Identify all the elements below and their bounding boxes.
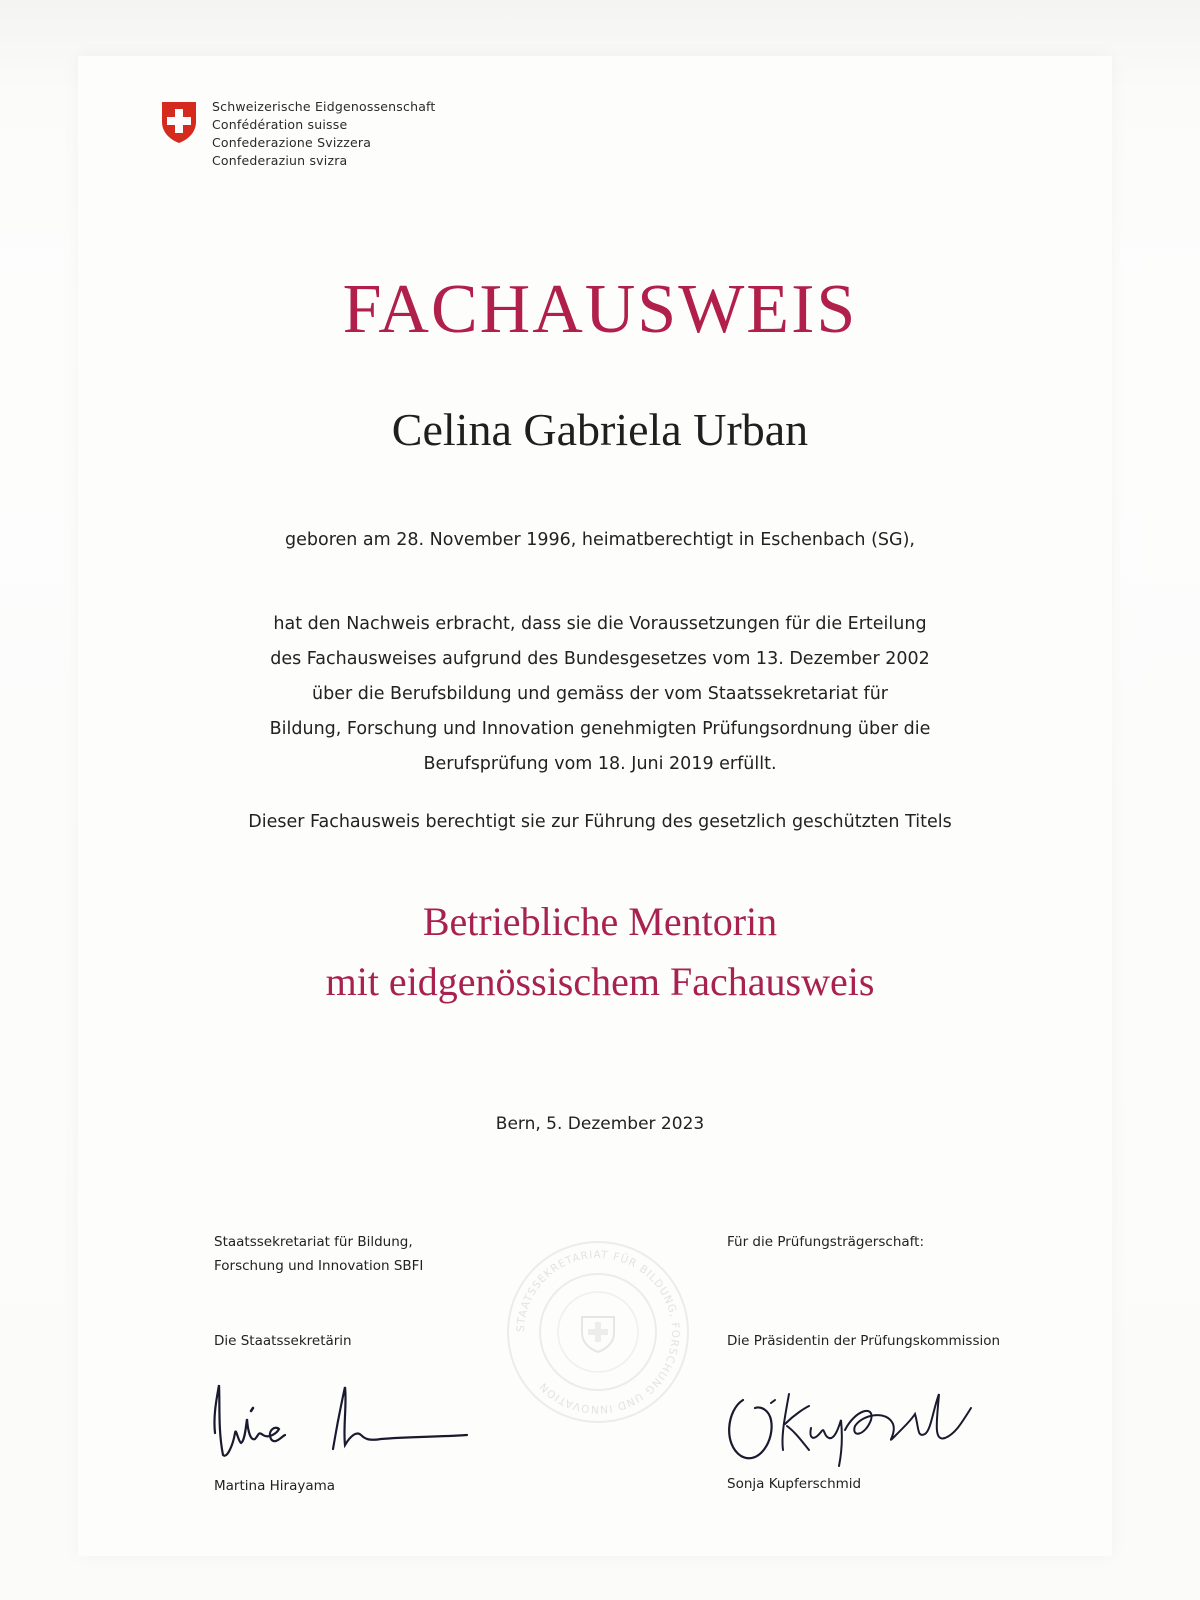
body-line: Berufsprüfung vom 18. Juni 2019 erfüllt. [423, 754, 777, 774]
body-line: über die Berufsbildung und gemäss der vom Staatssekretariat für [312, 684, 888, 704]
body-line: hat den Nachweis erbracht, dass sie die Voraussetzungen für die Erteilung [273, 614, 927, 634]
confederation-rm: Confederaziun svizra [212, 153, 348, 168]
signature-kupferschmid [725, 1380, 985, 1470]
left-signer-name: Martina Hirayama [214, 1478, 336, 1494]
certificate-title: FACHAUSWEIS [342, 271, 858, 348]
place-date: Bern, 5. Dezember 2023 [495, 1114, 705, 1134]
left-org-line-1: Staatssekretariat für Bildung, [214, 1234, 413, 1250]
confederation-it: Confederazione Svizzera [212, 135, 372, 150]
right-signer-name: Sonja Kupferschmid [727, 1476, 862, 1492]
confederation-names [212, 98, 436, 170]
degree-title [0, 892, 1200, 1012]
left-issuer [214, 1230, 423, 1278]
left-signer-role: Die Staatssekretärin [214, 1333, 352, 1349]
holder-name: Celina Gabriela Urban [391, 404, 809, 455]
certificate-body [200, 607, 1000, 782]
left-org-line-2: Forschung und Innovation SBFI [214, 1258, 424, 1274]
embossed-seal-icon [503, 1237, 693, 1427]
degree-line-2: mit eidgenössischem Fachausweis [325, 959, 875, 1004]
entitlement-line: Dieser Fachausweis berechtigt sie zur Führung des gesetzlich geschützten Titels [248, 812, 952, 832]
confederation-de: Schweizerische Eidgenossenschaft [212, 99, 436, 114]
swiss-cross-shield-icon [160, 100, 198, 144]
right-issuer [727, 1230, 924, 1254]
seal-text: STAATSSEKRETARIAT FÜR BILDUNG, FORSCHUNG UND INNOVATION [514, 1248, 682, 1416]
body-line: Bildung, Forschung und Innovation genehmigten Prüfungsordnung über die [269, 719, 931, 739]
signature-hirayama [205, 1375, 475, 1465]
confederation-fr: Confédération suisse [212, 117, 348, 132]
right-org-line-1: Für die Prüfungsträgerschaft: [727, 1234, 925, 1250]
confederation-header [160, 98, 436, 170]
birth-line: geboren am 28. November 1996, heimatberechtigt in Eschenbach (SG), [285, 530, 915, 550]
body-line: des Fachausweises aufgrund des Bundesgesetzes vom 13. Dezember 2002 [270, 649, 930, 669]
right-signer-role: Die Präsidentin der Prüfungskommission [727, 1333, 1001, 1349]
degree-line-1: Betriebliche Mentorin [422, 899, 778, 944]
